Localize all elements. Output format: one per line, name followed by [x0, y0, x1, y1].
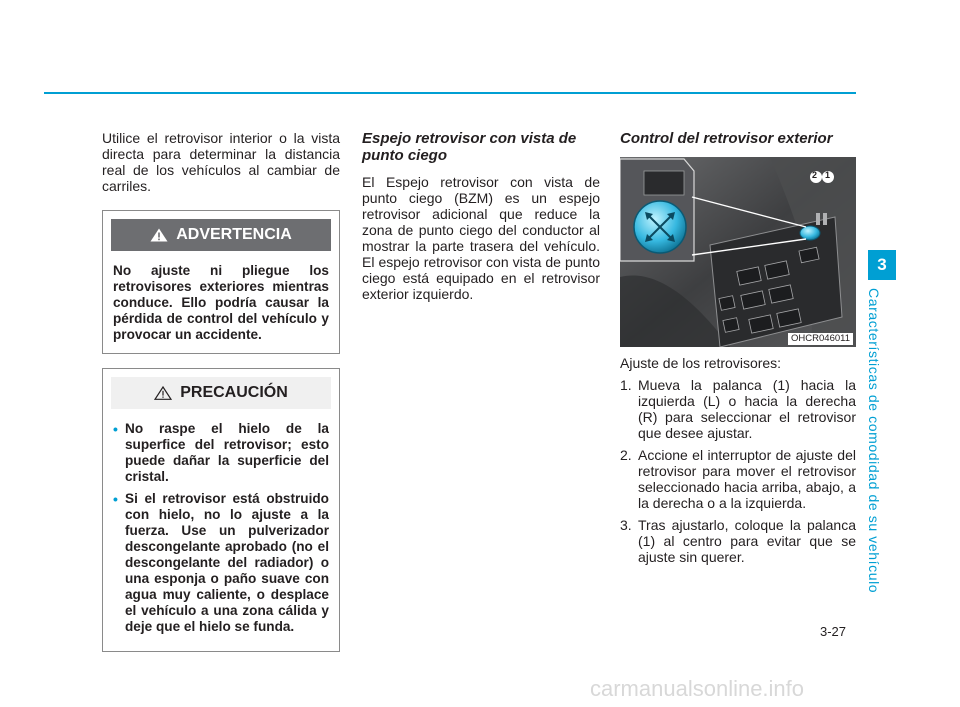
step-item: [620, 517, 856, 565]
column-2: [362, 130, 600, 302]
chapter-tab: 3: [868, 250, 896, 280]
step-number: 2.: [620, 447, 632, 463]
callout-1: 1: [825, 170, 831, 180]
steps-intro: Ajuste de los retrovisores:: [620, 355, 782, 371]
warning-box: [102, 210, 340, 354]
step-item: [620, 447, 856, 511]
warning-text: No ajuste ni pliegue los retrovisores exteriores mientras conduce. Ello podría causar la pérdida de control del vehículo y provocar un accidente.: [113, 263, 329, 342]
bzm-paragraph: El Espejo retrovisor con vista de punto ciego (BZM) es un espejo retrovisor adicional que reduce la zona de punto ciego del conductor al mostrar la parte trasera del vehículo. El espejo retrovisor con vista de punto ciego está equipado en el retrovisor exterior izquierdo.: [362, 174, 600, 302]
caution-title: PRECAUCIÓN: [180, 384, 288, 401]
figure-code: OHCR046011: [788, 333, 853, 345]
adjust-steps: [620, 355, 856, 565]
mirror-control-heading: Control del retrovisor exterior: [620, 130, 833, 147]
step-text: Mueva la palanca (1) hacia la izquierda (L) o hacia la derecha (R) para seleccionar el retrovisor que desee ajustar.: [638, 377, 856, 441]
caution-body: [103, 409, 339, 651]
door-switch-illustration: [620, 157, 856, 347]
step-number: 1.: [620, 377, 632, 393]
top-rule: [44, 92, 856, 94]
callout-2: 2: [812, 170, 818, 180]
caution-item: [113, 421, 329, 485]
watermark: carmanualsonline.info: [590, 676, 805, 701]
caution-item-text: Si el retrovisor está obstruido con hielo, no lo ajuste a la fuerza. Use un pulverizador descongelante aprobado (no el descongelante del radiador) o una esponja o paño suave con agua muy caliente, o desplace el vehículo a una zona cálida y deje que el hielo se funda.: [125, 491, 329, 634]
caution-box: [102, 368, 340, 652]
step-text: Tras ajustarlo, coloque la palanca (1) al centro para evitar que se ajuste sin querer.: [638, 517, 856, 565]
page-number: 3-27: [820, 624, 847, 639]
caution-triangle-icon: [154, 386, 172, 400]
step-number: 3.: [620, 517, 632, 533]
caution-item: [113, 491, 329, 635]
caution-item-text: No raspe el hielo de la superfice del retrovisor; esto puede dañar la superficie del cristal.: [125, 421, 329, 484]
chapter-side-title: Características de comodidad de su vehículo: [866, 288, 882, 594]
bullet-dot: •: [113, 421, 118, 437]
step-item: [620, 377, 856, 441]
column-1: [102, 130, 340, 652]
bullet-dot: •: [113, 491, 118, 507]
column-3: [620, 130, 856, 571]
warning-header: [111, 219, 331, 251]
bzm-heading: Espejo retrovisor con vista de punto ciego: [362, 130, 577, 164]
intro-paragraph: Utilice el retrovisor interior o la vista directa para determinar la distancia real de los vehículos al cambiar de carriles.: [102, 130, 340, 194]
step-text: Accione el interruptor de ajuste del retrovisor para mover el retrovisor seleccionado hacia arriba, abajo, a la derecha o a la izquierda.: [638, 447, 856, 511]
warning-title: ADVERTENCIA: [176, 226, 292, 243]
caution-header: [111, 377, 331, 409]
mirror-control-figure: [620, 157, 856, 347]
warning-triangle-icon: [150, 228, 168, 242]
